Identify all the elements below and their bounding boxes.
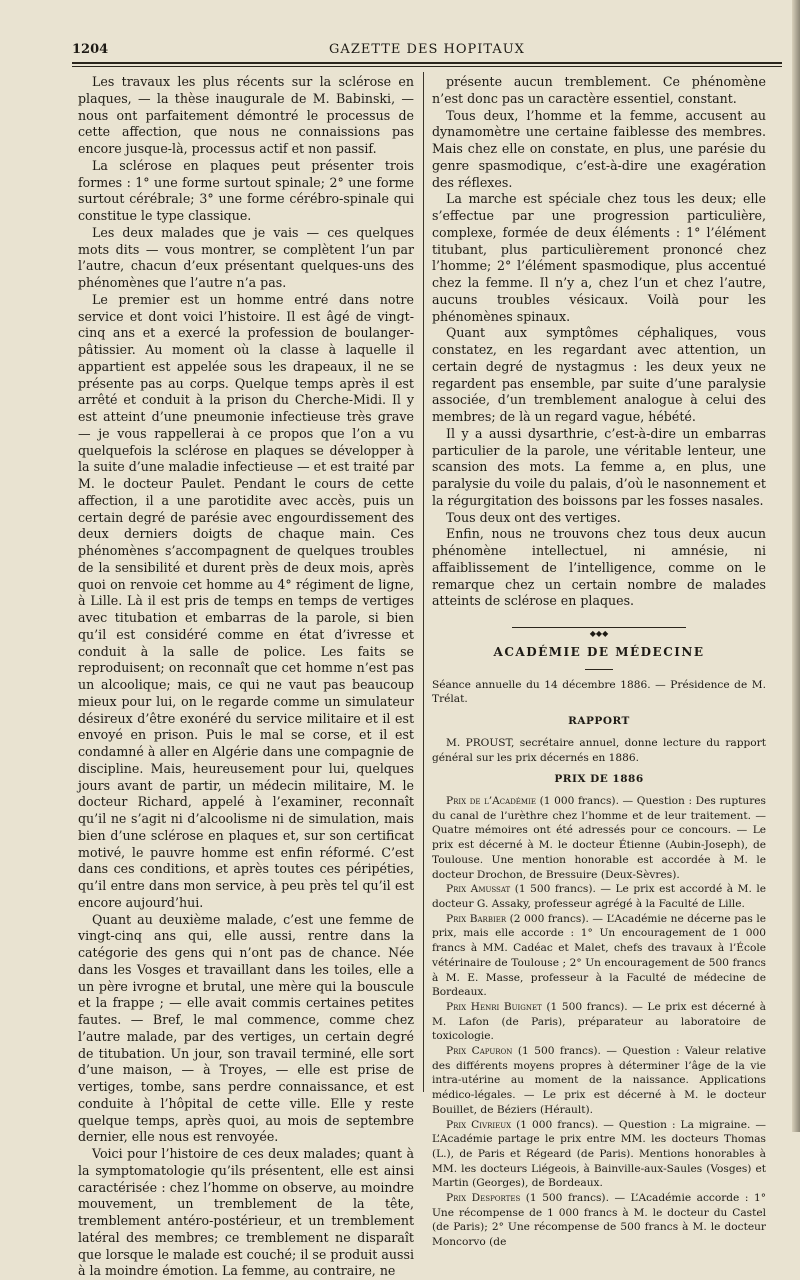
prize-entry	[432, 794, 766, 882]
prize-entry	[432, 912, 766, 1000]
prize-text: (2 000 francs). — L’Académie ne décerne pas le prix, mais elle accorde : 1° Un encouragement de 1 000 francs à MM. Cadéac et Malet, chefs des travaux à l’École vétérinaire de Toulouse ; 2° Un encouragement de 500 francs à M. E. Masse, professeur à la Faculté de médecine de Bordeaux.	[432, 912, 766, 999]
right-paragraph: présente aucun tremblement. Ce phénomène n’est donc pas un caractère essentiel, constant.	[432, 74, 766, 106]
prize-text: (1 000 francs). — Question : La migraine. — L’Académie partage le prix entre MM. les docteurs Thomas (L.), de Paris et Régeard (de Paris). Mentions honorables à MM. les docteurs Liégeois, à Bainville-aux-Saules (Vosges) et Martin (Georges), de Bordeaux.	[432, 1118, 766, 1190]
session-line: Séance annuelle du 14 décembre 1886. — Présidence de M. Trélat.	[432, 678, 766, 706]
left-paragraph: Quant au deuxième malade, c’est une femme de vingt-cinq ans qui, elle aussi, rentre dans la catégorie des gens qui n’ont pas de chance. Née dans les Vosges et travaillant dans les toiles, elle a un père ivrogne et brutal, une mère qui la bouscule et la frappe ; — elle avait commis certaines petites fautes. — Bref, le mal commence, comme chez l’autre malade, par des vertiges, un certain degré de titubation. Un jour, son travail terminé, elle sort d’une maison, — à Troyes, — elle est prise de vertiges, tombe, sans perdre connaissance, et est conduite à l’hôpital de cette ville. Elle y reste quelque temps, après quoi, au mois de septembre dernier, elle nous est renvoyée.	[78, 911, 414, 1145]
page-number: 1204	[72, 42, 109, 57]
page-edge-shadow	[792, 0, 800, 1132]
right-paragraph: Enfin, nous ne trouvons chez tous deux aucun phénomène intellectuel, ni amnésie, ni affaiblissement de l’intelligence, comme on le remarque chez un certain nombre de malades atteints de sclérose en plaques.	[432, 526, 766, 609]
prize-name: Prix Civrieux	[446, 1118, 512, 1131]
right-paragraph: Il y a aussi dysarthrie, c’est-à-dire un embarras particulier de la parole, une véritable lenteur, une scansion des mots. La femme a, en plus, une paralysie du voile du palais, d’où le nasonnement et la régurgitation des boissons par les fosses nasales.	[432, 425, 766, 508]
right-column	[432, 74, 766, 1250]
prize-name: Prix Henri Buignet	[446, 1000, 542, 1013]
prize-entry	[432, 1044, 766, 1118]
left-paragraph: Le premier est un homme entré dans notre service et dont voici l’histoire. Il est âgé de vingt-cinq ans et a exercé la profession de boulanger-pâtissier. Au moment où la classe à laquelle il appartient est appelée sous les drapeaux, il ne se présente pas au corps. Quelque temps après il est arrêté et conduit à la prison du Cherche-Midi. Il y est atteint d’une pneumonie infectieuse très grave — je vous rappellerai à ce propos que l’on a vu quelquefois la sclérose en plaques se développer à la suite d’une maladie infectieuse — et est traité par M. le docteur Paulet. Pendant le cours de cette affection, il a une parotidite avec accès, puis un certain degré de parésie avec engourdissement des deux derniers doigts de chaque main. Ces phénomènes s’accompagnent de quelques troubles de la sensibilité et durent près de deux mois, après quoi on renvoie cet homme au 4° régiment de ligne, à Lille. Là il est pris de temps en temps de vertiges avec titubation et embarras de la parole, si bien qu’il est considéré comme en état d’ivresse et conduit à la salle de police. Les faits se reproduisent; on reconnaît que cet homme n’est pas un alcoolique; mais, ce qui ne vaut pas beaucoup mieux pour lui, on le regarde comme un simulateur désireux d’être exonéré du service militaire et il est envoyé en prison. Puis le mal se corse, et il est condamné à aller en Algérie dans une compagnie de discipline. Mais, heureusement pour lui, quelques jours avant de partir, un médecin militaire, M. le docteur Richard, appelé à l’examiner, reconnaît qu’il ne s’agit ni d’alcoolisme ni de simulation, mais bien d’une sclérose en plaques et, sur son certificat motivé, le pauvre homme est enfin réformé. C’est dans ces conditions, et après toutes ces péripéties, qu’il entre dans mon service, à peu près tel qu’il est encore aujourd’hui.	[78, 291, 414, 910]
prize-text: (1 500 francs). — Le prix est accordé à M. le docteur G. Assaky, professeur agrégé à la Faculté de Lille.	[432, 883, 766, 910]
short-rule	[585, 669, 613, 670]
section-title: ACADÉMIE DE MÉDECINE	[493, 645, 705, 659]
right-paragraph: Tous deux ont des vertiges.	[446, 509, 621, 525]
prize-entry	[432, 1118, 766, 1192]
prize-text: (1 000 francs). — Question : Des ruptures du canal de l’urèthre chez l’homme et de leur traitement. — Quatre mémoires ont été adressés pour ce concours. — Le prix est décerné à M. le docteur Étienne (Aubin-Joseph), de Toulouse. Une mention honorable est accordée à M. le docteur Drochon, de Bressuire (Deux-Sèvres).	[432, 795, 766, 881]
prize-name: Prix Barbier	[446, 912, 507, 925]
journal-title: GAZETTE DES HOPITAUX	[329, 42, 525, 57]
report-heading: RAPPORT	[568, 715, 630, 728]
prize-name: Prix de l’Académie	[446, 795, 536, 808]
right-paragraph: Tous deux, l’homme et la femme, accusent au dynamomètre une certaine faiblesse des membres. Mais chez elle on constate, en plus, une parésie du genre spasmodique, c’est-à-dire une exagération des réflexes.	[432, 107, 766, 190]
prize-text: (1 500 francs). — Question : Valeur relative des différents moyens propres à déterminer l’âge de la vie intra-utérine au moment de la naissance. Applications médico-légales. — Le prix est décerné à M. le docteur Bouillet, de Béziers (Hérault).	[432, 1045, 766, 1116]
right-paragraph: Quant aux symptômes céphaliques, vous constatez, en les regardant avec attention, un certain degré de nystagmus : les deux yeux ne regardent pas ensemble, par suite d’une paralysie associée, d’un tremblement analogue à celui des membres; de là un regard vague, hébété.	[432, 325, 766, 424]
prize-text: (1 500 francs). — L’Académie accorde : 1° Une récompense de 1 000 francs à M. le docteur du Castel (de Paris); 2° Une récompense de 500 francs à M. le docteur Moncorvo (de	[432, 1192, 766, 1249]
section-ornament: ◆◆◆	[432, 624, 766, 630]
left-column	[78, 74, 414, 1280]
column-divider	[423, 72, 424, 1092]
report-intro: M. PROUST, secrétaire annuel, donne lecture du rapport général sur les prix décernés en 1886.	[432, 736, 766, 764]
prize-name: Prix Capuron	[446, 1045, 513, 1058]
left-paragraph: Voici pour l’histoire de ces deux malades; quant à la symptomatologie qu’ils présentent, elle est ainsi caractérisée : chez l’homme on observe, au moindre mouvement, un tremblement de la tête, tremblement antéro-postérieur, et un tremblement latéral des membres; ce tremblement ne disparaît que lorsque le malade est couché; il se produit aussi à la moindre émotion. La femme, au contraire, ne	[78, 1146, 414, 1279]
header-rule-thin	[72, 66, 782, 67]
prize-text: (1 500 francs). — Le prix est décerné à M. Lafon (de Paris), préparateur au laboratoire de toxicologie.	[432, 1000, 766, 1043]
prize-name: Prix Amussat	[446, 883, 511, 896]
prize-entry	[432, 1191, 766, 1250]
header-rule	[72, 62, 782, 64]
prizes-heading: PRIX DE 1886	[554, 773, 644, 786]
left-paragraph: Les travaux les plus récents sur la sclérose en plaques, — la thèse inaugurale de M. Babinski, — nous ont parfaitement démontré le processus de cette affection, que nous ne connaissions pas encore jusque-là, processus actif et non passif.	[78, 74, 414, 156]
left-paragraph: Les deux malades que je vais — ces quelques mots dits — vous montrer, se complètent l’un par l’autre, chacun d’eux présentant quelques-uns des phénomènes que l’autre n’a pas.	[78, 224, 414, 290]
page-header	[72, 40, 782, 62]
prize-entry	[432, 1000, 766, 1044]
prize-name: Prix Desportes	[446, 1192, 521, 1205]
left-paragraph: La sclérose en plaques peut présenter trois formes : 1° une forme surtout spinale; 2° une forme surtout cérébrale; 3° une forme cérébro-spinale qui constitue le type classique.	[78, 157, 414, 223]
prize-entry	[432, 882, 766, 911]
right-paragraph: La marche est spéciale chez tous les deux; elle s’effectue par une progression particulière, complexe, formée de deux éléments : 1° l’élément titubant, plus particulièrement prononcé chez l’homme; 2° l’élément spasmodique, plus accentué chez la femme. Il n’y a, chez l’un et chez l’autre, aucuns troubles vésicaux. Voilà pour les phénomènes spinaux.	[432, 191, 766, 324]
